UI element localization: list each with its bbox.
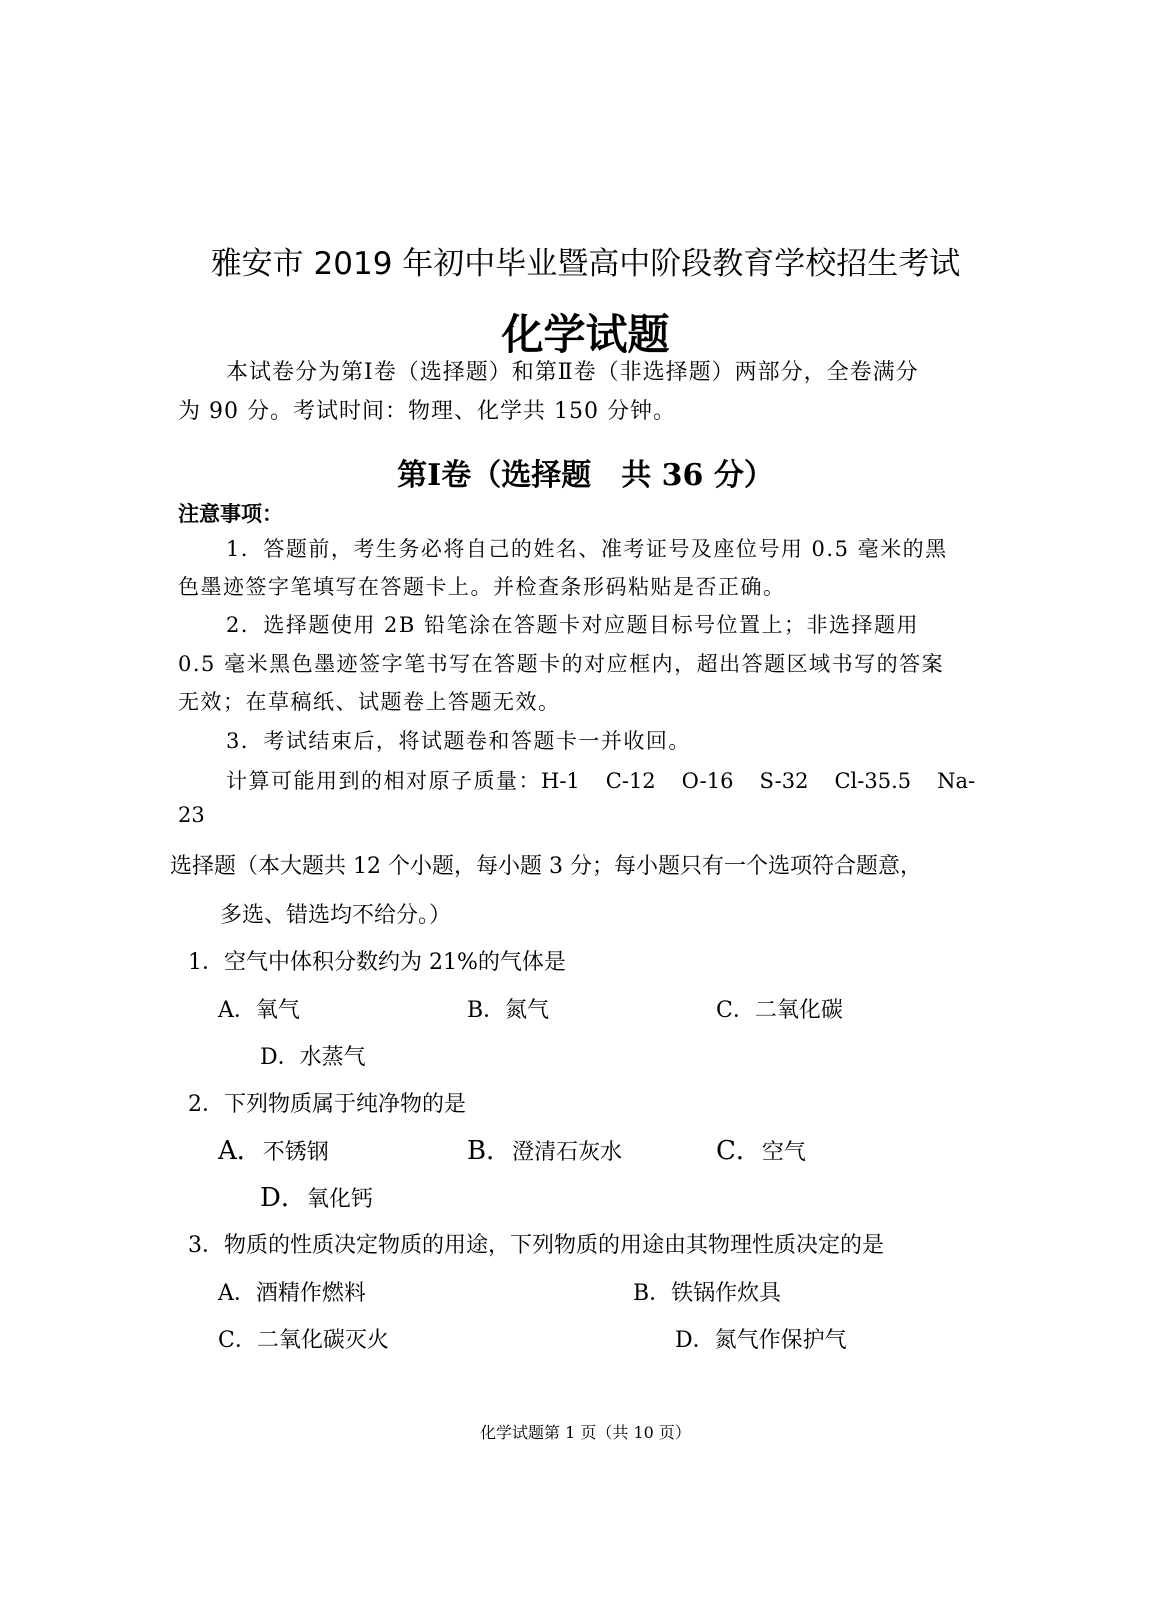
intro-line-1: 本试卷分为第Ⅰ卷（选择题）和第Ⅱ卷（非选择题）两部分，全卷满分 <box>226 360 919 385</box>
question-1-option-a: A．氧气 <box>218 998 300 1023</box>
question-1-option-b: B．氮气 <box>467 998 550 1023</box>
atomic-mass-tail: 23 <box>178 803 205 827</box>
option-b-text: 澄清石灰水 <box>512 1140 623 1165</box>
question-2-option-b <box>467 1130 622 1167</box>
subject-title: 化学试题 <box>501 310 670 359</box>
question-3-option-a: A．酒精作燃料 <box>218 1281 366 1306</box>
option-c-text: 空气 <box>761 1140 806 1165</box>
option-c-letter: C． <box>716 1136 762 1166</box>
question-2-option-d <box>260 1177 373 1214</box>
note-2-line-3: 无效；在草稿纸、试题卷上答题无效。 <box>178 690 561 714</box>
question-2-option-a <box>218 1130 329 1167</box>
mass-c: C-12 <box>605 769 656 793</box>
section-title: 第Ⅰ卷（选择题 共 36 分） <box>397 458 774 493</box>
question-1-option-c: C．二氧化碳 <box>716 998 843 1023</box>
question-2-stem: 2．下列物质属于纯净物的是 <box>188 1092 466 1117</box>
option-d-letter: D． <box>260 1183 307 1213</box>
question-3-stem: 3．物质的性质决定物质的用途，下列物质的用途由其物理性质决定的是 <box>188 1233 884 1258</box>
instructions-line-2: 多选、错选均不给分。） <box>220 903 452 928</box>
intro-line-2: 为 90 分。考试时间：物理、化学共 150 分钟。 <box>178 399 676 424</box>
mass-h: H-1 <box>541 769 580 793</box>
option-a-text: 不锈钢 <box>262 1140 329 1165</box>
question-3-option-b: B．铁锅作炊具 <box>633 1281 782 1306</box>
atomic-mass-label: 计算可能用到的相对原子质量： <box>226 769 541 793</box>
note-1-line-2: 色墨迹签字笔填写在答题卡上。并检查条形码粘贴是否正确。 <box>178 575 786 599</box>
instructions-line-1: 选择题（本大题共 12 个小题，每小题 3 分；每小题只有一个选项符合题意， <box>170 854 922 879</box>
question-2-option-c <box>716 1130 806 1167</box>
option-d-text: 氧化钙 <box>306 1187 373 1212</box>
question-3-option-c: C．二氧化碳灭火 <box>218 1328 389 1353</box>
notes-heading: 注意事项： <box>178 502 283 526</box>
question-1-option-d: D．水蒸气 <box>260 1045 366 1070</box>
note-3: 3．考试结束后，将试题卷和答题卡一并收回。 <box>226 729 691 753</box>
note-2-line-2: 0.5 毫米黑色墨迹签字笔书写在答题卡的对应框内，超出答题区域书写的答案 <box>178 652 945 676</box>
question-3-option-d: D．氮气作保护气 <box>675 1328 847 1353</box>
question-1-stem: 1．空气中体积分数约为 21%的气体是 <box>188 950 566 975</box>
page-footer: 化学试题第 1 页（共 10 页） <box>480 1423 691 1442</box>
option-b-letter: B． <box>467 1136 513 1166</box>
option-a-letter: A． <box>218 1136 263 1166</box>
note-1-line-1: 1．答题前，考生务必将自己的姓名、准考证号及座位号用 0.5 毫米的黑 <box>226 537 948 561</box>
exam-title: 雅安市 2019 年初中毕业暨高中阶段教育学校招生考试 <box>210 246 961 282</box>
note-2-line-1: 2．选择题使用 2B 铅笔涂在答题卡对应题目标号位置上；非选择题用 <box>226 613 920 637</box>
mass-o: O-16 <box>681 769 734 793</box>
mass-s: S-32 <box>759 769 809 793</box>
atomic-mass-line <box>226 765 975 795</box>
mass-na: Na- <box>937 769 976 793</box>
mass-cl: Cl-35.5 <box>834 769 912 793</box>
